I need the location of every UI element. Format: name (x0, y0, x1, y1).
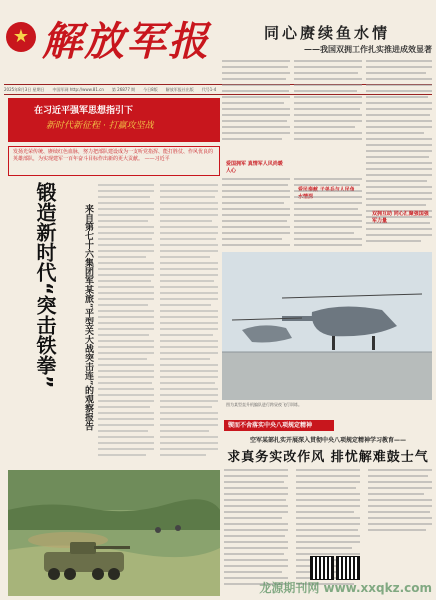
feature-subtitle: 来自第七十六集团军某旅“平型关大战突击连”的观察报告 (83, 204, 93, 431)
lead-headline: 同心赓续鱼水情 (263, 24, 390, 42)
side-section-1: 爱国拥军 真情军人风尚暖人心 (226, 161, 283, 174)
issue-publisher: 解放军报社出版 (165, 86, 194, 92)
photo-caption: 图为某型直升机编队进行跨昼夜飞行训练。 (226, 402, 302, 407)
watermark: 龙源期刊网 www.xxqkz.com (259, 581, 432, 595)
side-section-3: 双拥互助 同心汇聚强国强军力量 (372, 211, 429, 224)
lead-subheadline: ——我国双拥工作扎实推进成效显著 (304, 44, 432, 54)
lead-body-col-2 (294, 58, 362, 146)
banner-line-2: 新时代新征程 · 打赢攻坚战 (46, 121, 154, 131)
issue-code: 代号1-4 (201, 86, 217, 92)
feature-title: 锻造新时代“突击铁拳” (33, 182, 57, 389)
second-story-headline: 求真务实改作风 排忧解难鼓士气 (227, 450, 429, 465)
quote-attribution: ——习近平 (144, 156, 170, 162)
text-lines (160, 182, 218, 466)
issue-website: 中国军网 http://www.81.cn (52, 86, 104, 92)
second-story-tag: 锲而不舍落实中央八项规定精神 (224, 420, 334, 431)
helicopter-image (222, 252, 432, 412)
second-story-kicker: 空军某部扎实开展深入贯彻中央八项规定精神学习教育—— (249, 437, 406, 444)
side-section-2: 爱民奉献 子弟兵与人民鱼水情深 (298, 187, 355, 200)
feature-body-col-2 (160, 182, 218, 466)
lead-body-lower (222, 176, 362, 250)
qr-code-icon (336, 556, 360, 580)
quote-box (8, 146, 220, 176)
text-lines (294, 58, 362, 146)
qr-code-icon (310, 556, 334, 580)
banner-line-1: 在习近平强军思想指引下 (34, 106, 134, 116)
text-lines (222, 58, 290, 146)
newspaper-logo: 解放军报 (42, 18, 210, 65)
text-lines (222, 176, 362, 250)
helicopter-photo (222, 252, 432, 412)
feature-body-col-1 (98, 182, 154, 466)
issue-date: 2025年8月3日 星期日 (4, 86, 45, 92)
quote-text: 发扬光荣传统、赓续红色血脉，努力把部队建设成为一支听党指挥、能打胜仗、作风优良的英雄部队，为实现建军一百年奋斗目标作出新的更大贡献。 (13, 149, 214, 162)
armored-vehicle-image (8, 470, 220, 596)
army-emblem-icon: ★ (6, 22, 36, 52)
armored-vehicle-photo (8, 470, 220, 596)
issue-number: 第 26877 期 (111, 86, 136, 92)
lead-body-col-1 (222, 58, 290, 146)
issue-pages: 今日8版 (143, 86, 158, 92)
text-lines (98, 182, 154, 466)
